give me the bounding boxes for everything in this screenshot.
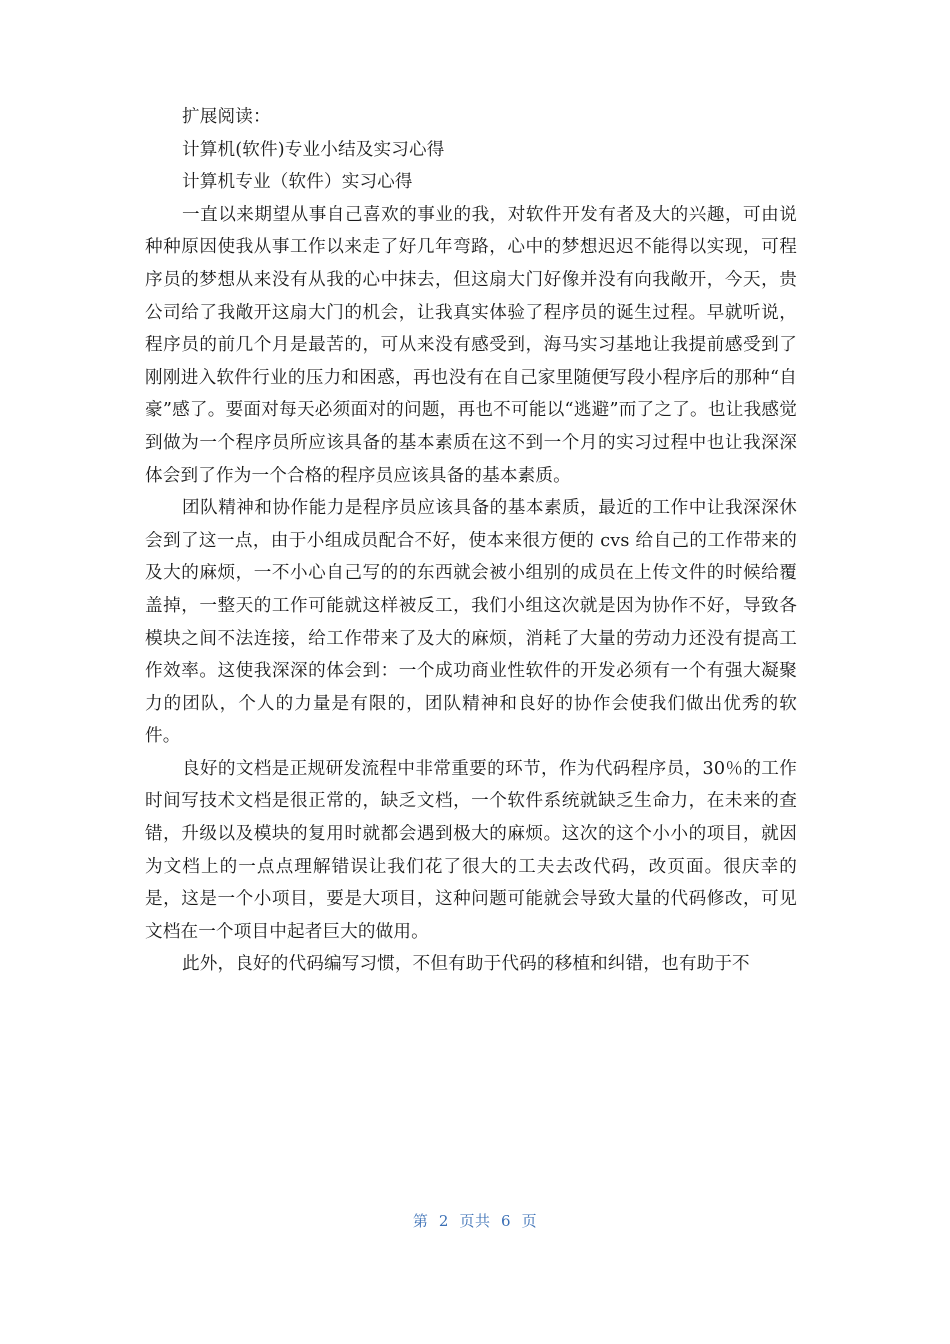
document-body bbox=[145, 101, 797, 981]
article-title-2: 计算机专业（软件）实习心得 bbox=[182, 172, 413, 193]
paragraph-3: 良好的文档是正规研发流程中非常重要的环节，作为代码程序员，30％的工作时间写技术文档是很正常的，缺乏文档，一个软件系统就缺乏生命力，在未来的查错，升级以及模块的复用时就都会遇到极大的麻烦。这次的这个小小的项目，就因为文档上的一点点理解错误让我们花了很大的工夫去改代码，改页面。很庆幸的是，这是一个小项目，要是大项目，这种问题可能就会导致大量的代码修改，可见文档在一个项目中起者巨大的做用。 bbox=[145, 758, 797, 942]
article-title-1: 计算机(软件)专业小结及实习心得 bbox=[182, 139, 445, 160]
paragraph-4: 此外，良好的代码编写习惯，不但有助于代码的移植和纠错，也有助于不 bbox=[182, 954, 750, 975]
paragraph-2: 团队精神和协作能力是程序员应该具备的基本素质，最近的工作中让我深深休会到了这一点，由于小组成员配合不好，使本来很方便的 cvs 给自己的工作带来的及大的麻烦，一不小心自己写的的东西就会被小组别的成员在上传文件的时候给覆盖掉，一整天的工作可能就这样被反工，我们小组这次就是因为协作不好，导致各模块之间不法连接，给工作带来了及大的麻烦，消耗了大量的劳动力还没有提高工作效率。这使我深深的体会到：一个成功商业性软件的开发必须有一个有强大凝聚力的团队，个人的力量是有限的，团队精神和良好的协作会使我们做出优秀的软件。 bbox=[145, 498, 797, 747]
reading-label: 扩展阅读： bbox=[182, 107, 271, 127]
page-number-footer: 第 2 页共 6 页 bbox=[412, 1212, 538, 1230]
paragraph-1: 一直以来期望从事自己喜欢的事业的我，对软件开发有者及大的兴趣，可由说种种原因使我从事工作以来走了好几年弯路，心中的梦想迟迟不能得以实现，可程序员的梦想从来没有从我的心中抹去，但这扇大门好像并没有向我敞开，今天，贵公司给了我敞开这扇大门的机会，让我真实体验了程序员的诞生过程。早就听说，程序员的前几个月是最苦的，可从来没有感受到，海马实习基地让我提前感受到了刚刚进入软件行业的压力和困惑，再也没有在自己家里随便写段小程序后的那种“自豪”感了。要面对每天必须面对的问题，再也不可能以“逃避”而了之了。也让我感觉到做为一个程序员所应该具备的基本素质在这不到一个月的实习过程中也让我深深体会到了作为一个合格的程序员应该具备的基本素质。 bbox=[145, 204, 797, 486]
